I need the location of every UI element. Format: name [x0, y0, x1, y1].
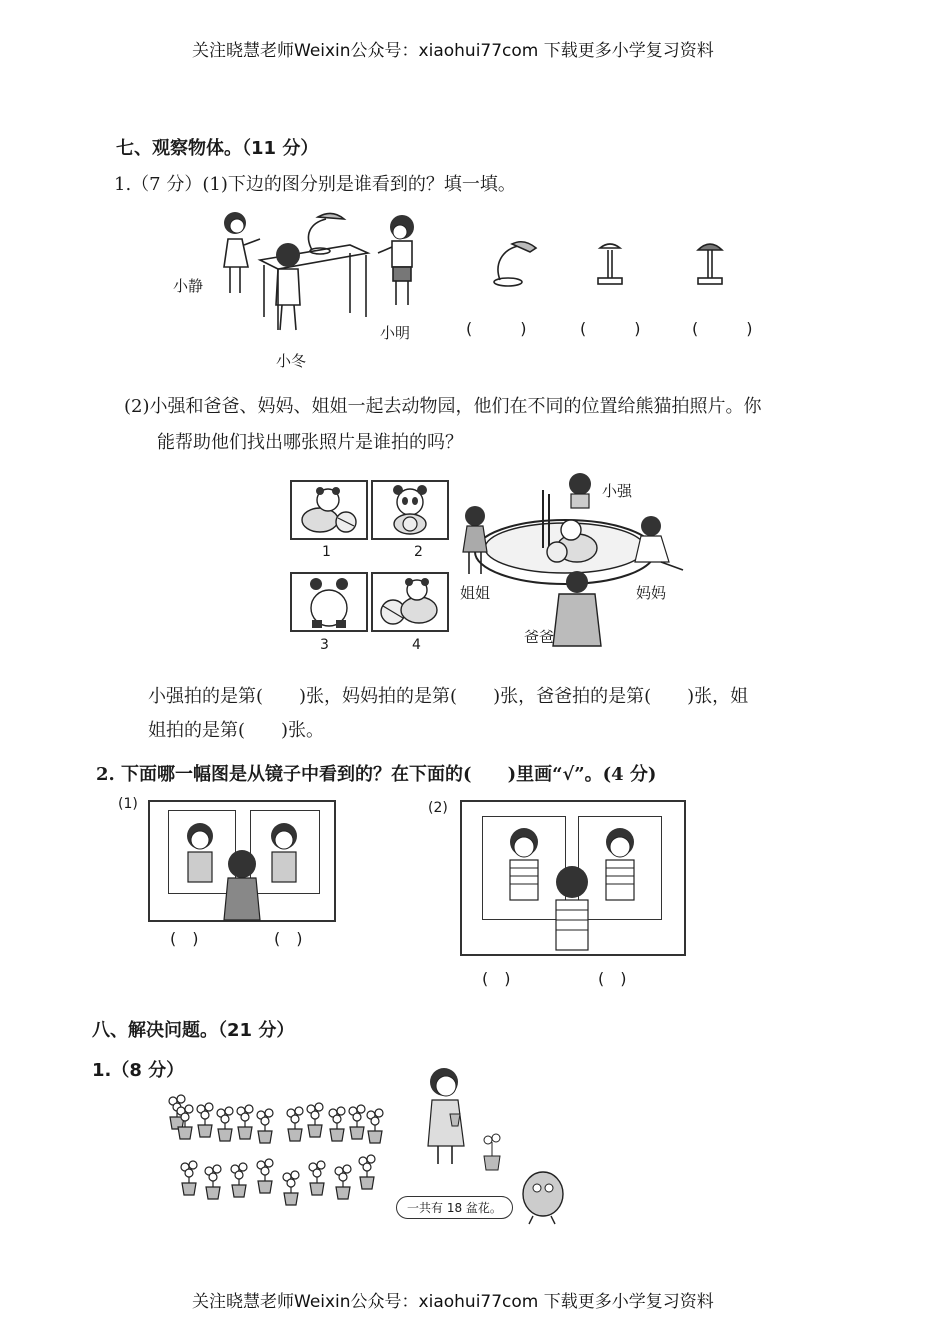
section7-title: 七、观察物体。（11 分）	[116, 138, 319, 159]
mascot-illustration	[515, 1160, 570, 1225]
q2-blank-1b[interactable]: ( )	[274, 929, 303, 948]
mirror-scene-2	[460, 800, 686, 956]
flower-pots-illustration	[170, 1095, 390, 1215]
girl-with-flower-illustration	[420, 1060, 520, 1190]
panda-enclosure-illustration	[455, 470, 695, 650]
section8-title: 八、解决问题。（21 分）	[92, 1020, 295, 1041]
lamp-view-back-icon	[690, 238, 730, 288]
panda-photo-4	[371, 572, 449, 632]
mirror-scene-1	[148, 800, 336, 922]
answer-blank-3[interactable]: ( )	[692, 319, 753, 338]
panda-photo-1	[290, 480, 368, 540]
q2-blank-2a[interactable]: ( )	[482, 969, 511, 988]
lamp-view-side-icon	[490, 238, 540, 288]
fill-line1: 小强拍的是第( )张，妈妈拍的是第( )张，爸爸拍的是第( )张，姐	[148, 686, 749, 707]
section8-q1-stem: 1.（8 分）	[92, 1060, 185, 1081]
person-mama: 妈妈	[636, 584, 667, 602]
page-footer: 关注晓慧老师Weixin公众号：xiaohui77com 下载更多小学复习资料	[192, 1292, 714, 1312]
q1-stem: 1.（7 分）(1)下边的图分别是谁看到的？填一填。	[114, 174, 516, 195]
q2-blank-1a[interactable]: ( )	[170, 929, 199, 948]
photo-number-3: 3	[320, 637, 329, 653]
fill-line2: 姐拍的是第( )张。	[148, 720, 325, 741]
speech-bubble: 一共有 18 盆花。	[396, 1196, 513, 1219]
q2-label-2: (2)	[428, 800, 448, 816]
photo-number-1: 1	[322, 544, 331, 560]
person-jiejie: 姐姐	[460, 584, 491, 602]
person-xiaoqiang: 小强	[602, 482, 633, 500]
part2-line1: (2)小强和爸爸、妈妈、姐姐一起去动物园，他们在不同的位置给熊猫拍照片。你	[124, 396, 762, 417]
answer-blank-1[interactable]: ( )	[466, 319, 527, 338]
lamp-view-front-icon	[590, 238, 630, 288]
q2-blank-2b[interactable]: ( )	[598, 969, 627, 988]
answer-blank-2[interactable]: ( )	[580, 319, 641, 338]
name-xiaodong: 小冬	[276, 352, 307, 370]
q2-label-1: (1)	[118, 796, 138, 812]
part2-line2: 能帮助他们找出哪张照片是谁拍的吗？	[157, 432, 463, 453]
page-header: 关注晓慧老师Weixin公众号：xiaohui77com 下载更多小学复习资料	[192, 41, 714, 61]
name-xiaojing: 小静	[173, 277, 204, 295]
photo-number-2: 2	[414, 544, 423, 560]
photo-number-4: 4	[412, 637, 421, 653]
person-baba: 爸爸	[524, 628, 555, 646]
q2-stem: 2. 下面哪一幅图是从镜子中看到的？在下面的( )里画“√”。(4 分)	[96, 764, 657, 785]
panda-photo-3	[290, 572, 368, 632]
panda-photo-2	[371, 480, 449, 540]
name-xiaoming: 小明	[380, 324, 411, 342]
